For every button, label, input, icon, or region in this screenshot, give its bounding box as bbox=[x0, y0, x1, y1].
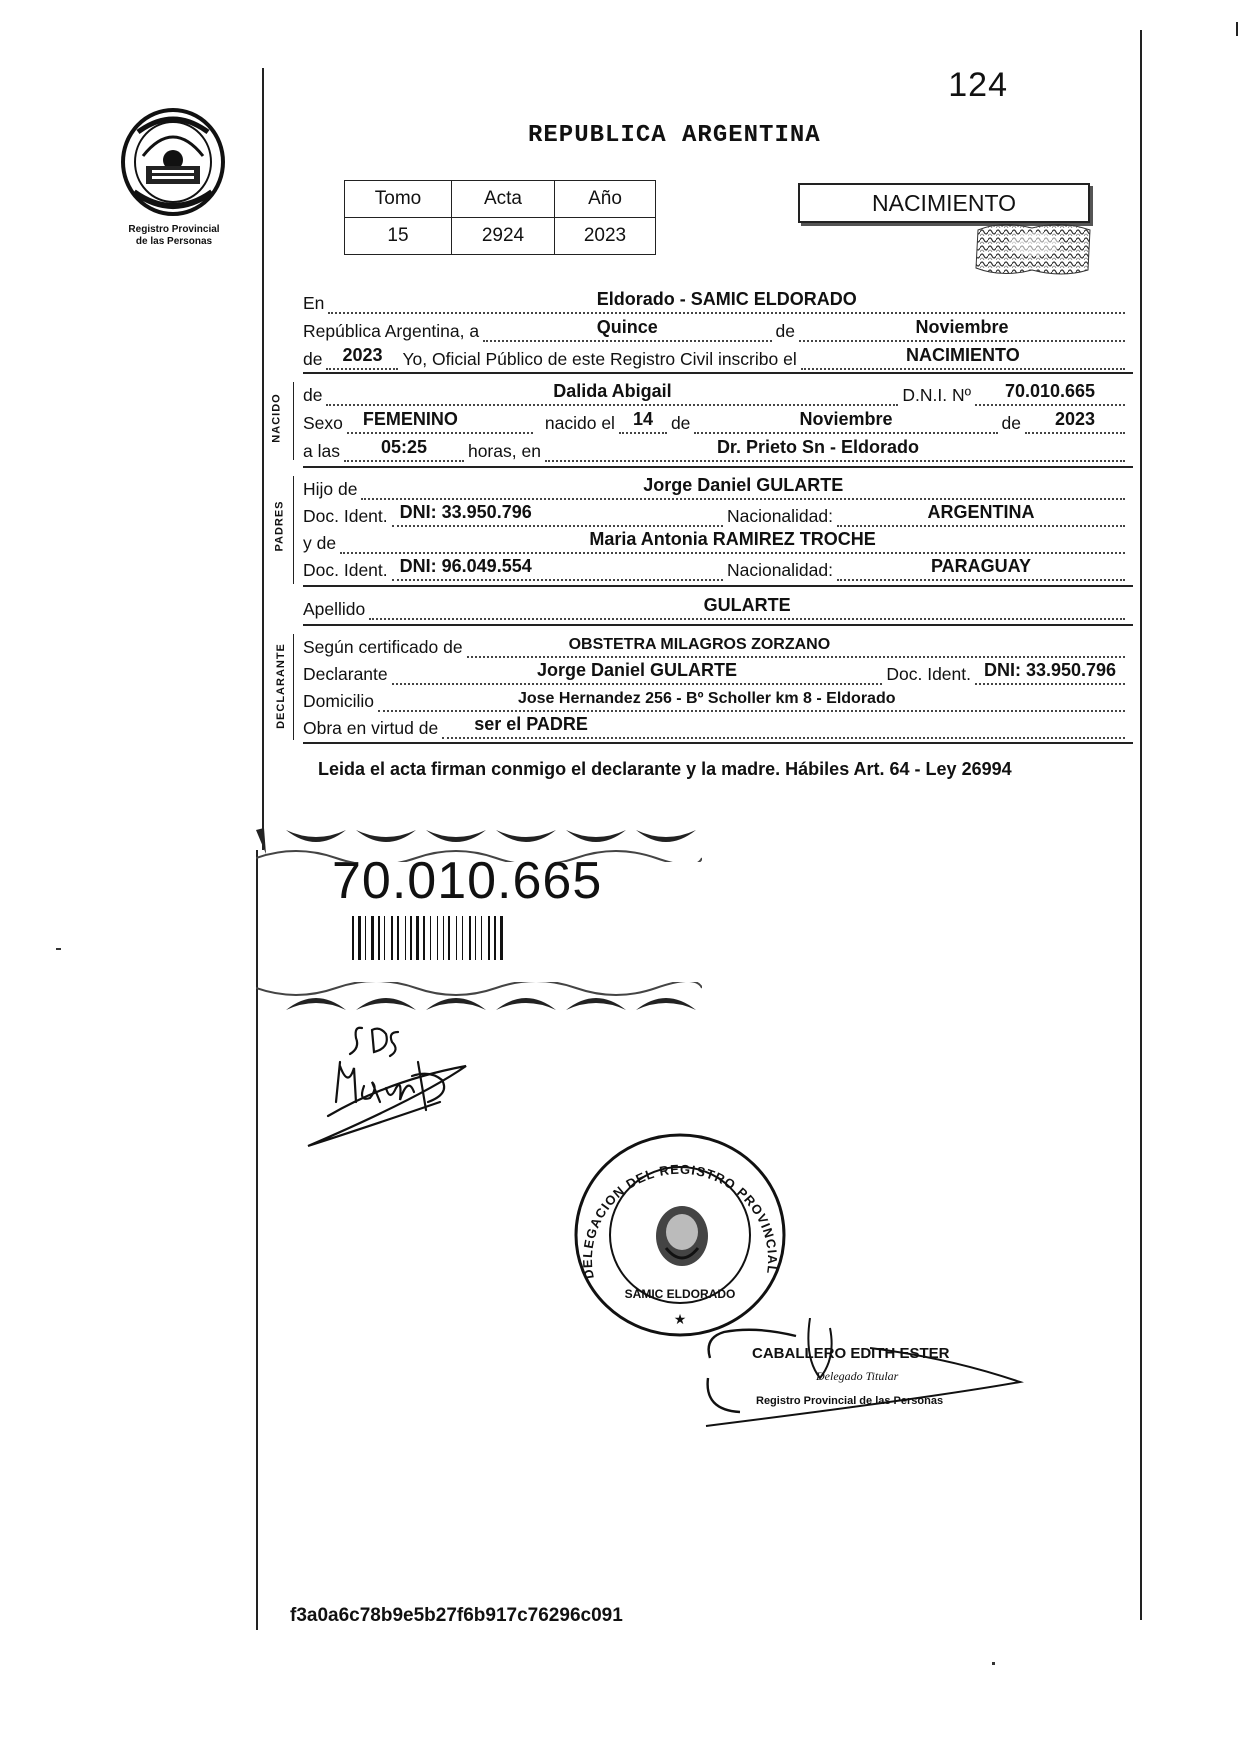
barcode-bar bbox=[358, 916, 361, 960]
republica-label: República Argentina, a bbox=[303, 321, 480, 341]
mother-nationality-field bbox=[837, 555, 1125, 581]
country-title: REPUBLICA ARGENTINA bbox=[528, 122, 821, 149]
domicilio-value: Jose Hernandez 256 - Bº Scholler km 8 - Eldorado bbox=[517, 690, 896, 707]
row-place bbox=[303, 290, 1129, 314]
place-field bbox=[328, 288, 1125, 314]
value-ano: 2023 bbox=[555, 218, 656, 255]
id-label-border-bottom bbox=[256, 982, 702, 1016]
scan-speck bbox=[992, 1662, 995, 1665]
barcode-bar bbox=[371, 916, 374, 960]
row-domicilio bbox=[303, 688, 1129, 712]
a-las-label: a las bbox=[303, 441, 340, 461]
barcode-bar bbox=[481, 916, 482, 960]
father-doc-label: Doc. Ident. bbox=[303, 506, 388, 526]
row-inscription bbox=[303, 346, 1129, 370]
father-nationality-label: Nacionalidad: bbox=[726, 506, 833, 526]
left-margin-line bbox=[262, 68, 264, 850]
stamp-officer-office: Registro Provincial de las Personas bbox=[756, 1395, 944, 1407]
nacido-el-label: nacido el bbox=[544, 413, 615, 433]
declarante-section-label: DECLARANTE bbox=[274, 643, 287, 729]
name-role-stamp bbox=[700, 1318, 1030, 1430]
day-field bbox=[483, 316, 771, 342]
registry-caption bbox=[104, 224, 244, 248]
barcode-bar bbox=[448, 916, 450, 960]
birth-month-value: Noviembre bbox=[799, 409, 893, 429]
stamp-officer-name: CABALLERO EDITH ESTER bbox=[752, 1345, 950, 1362]
row-nacido-sex bbox=[303, 410, 1129, 434]
record-type-box: NACIMIENTO bbox=[798, 183, 1090, 223]
father-name-value: Jorge Daniel GULARTE bbox=[643, 475, 844, 495]
barcode-bar bbox=[462, 916, 463, 960]
obra-label: Obra en virtud de bbox=[303, 718, 439, 738]
barcode-bar bbox=[352, 916, 354, 960]
declarante-label: Declarante bbox=[303, 664, 388, 684]
declarante-doc-field bbox=[975, 659, 1125, 685]
value-acta: 2924 bbox=[452, 218, 555, 255]
father-nationality-value: ARGENTINA bbox=[927, 502, 1035, 522]
barcode-bar bbox=[397, 916, 399, 960]
birth-year-field bbox=[1025, 408, 1125, 434]
barcode-bar bbox=[365, 916, 366, 960]
barcode-bar bbox=[500, 916, 503, 960]
barcode-bar bbox=[391, 916, 393, 960]
barcode-bar bbox=[405, 916, 406, 960]
obra-value: ser el PADRE bbox=[474, 714, 588, 734]
record-table bbox=[344, 180, 656, 255]
registry-caption-line2: de las Personas bbox=[135, 236, 213, 247]
hijo-de-label: Hijo de bbox=[303, 479, 358, 499]
time-value: 05:25 bbox=[380, 437, 427, 457]
barcode bbox=[352, 916, 574, 960]
y-de-label: y de bbox=[303, 533, 337, 553]
value-tomo: 15 bbox=[345, 218, 452, 255]
barcode-bar bbox=[384, 916, 385, 960]
de-label: de bbox=[775, 321, 795, 341]
birth-place-value: Dr. Prieto Sn - Eldorado bbox=[716, 437, 919, 457]
sexo-label: Sexo bbox=[303, 413, 343, 433]
right-margin-line bbox=[1140, 30, 1142, 1620]
nacido-section-label: NACIDO bbox=[270, 393, 283, 443]
month-value: Noviembre bbox=[915, 317, 1009, 337]
header-tomo: Tomo bbox=[345, 181, 452, 218]
barcode-bar bbox=[475, 916, 476, 960]
barcode-bar bbox=[443, 916, 444, 960]
barcode-bar bbox=[494, 916, 496, 960]
mother-doc-field bbox=[392, 555, 723, 581]
domicilio-field bbox=[378, 686, 1125, 712]
place-value: Eldorado - SAMIC ELDORADO bbox=[596, 289, 857, 309]
obra-field bbox=[442, 713, 1125, 739]
scan-speck bbox=[56, 948, 61, 950]
divider-apellido bbox=[303, 624, 1133, 626]
birth-day-field bbox=[619, 408, 667, 434]
year-field bbox=[326, 344, 398, 370]
child-name-value: Dalida Abigail bbox=[553, 381, 672, 401]
mother-nationality-value: PARAGUAY bbox=[930, 556, 1032, 576]
registry-caption-line1: Registro Provincial bbox=[128, 224, 220, 235]
birth-year-value: 2023 bbox=[1054, 409, 1096, 429]
divider-padres bbox=[303, 585, 1133, 587]
en-label: En bbox=[303, 293, 325, 313]
nacido-de-label3: de bbox=[1001, 413, 1021, 433]
row-father bbox=[303, 476, 1129, 500]
birth-day-value: 14 bbox=[632, 409, 653, 429]
left-margin-line-lower bbox=[256, 850, 258, 1630]
row-mother-doc bbox=[303, 557, 1129, 581]
record-table-header bbox=[345, 181, 656, 218]
birth-month-field bbox=[694, 408, 997, 434]
year-value: 2023 bbox=[342, 345, 383, 365]
mother-doc-value: DNI: 96.049.554 bbox=[399, 556, 532, 576]
row-nacido-time bbox=[303, 438, 1129, 462]
barcode-bar bbox=[488, 916, 490, 960]
divider-declarante bbox=[303, 742, 1133, 744]
act-field bbox=[801, 344, 1125, 370]
stamp-ring-text: DELEGACION DEL REGISTRO PROVINCIAL bbox=[579, 1161, 781, 1281]
row-nacido-name bbox=[303, 382, 1129, 406]
id-label-number: 70.010.665 bbox=[332, 852, 603, 910]
segun-label: Según certificado de bbox=[303, 637, 463, 657]
nacido-de-label2: de bbox=[670, 413, 691, 433]
nacido-de-label: de bbox=[303, 385, 323, 405]
child-name-field bbox=[326, 380, 898, 406]
apellido-value: GULARTE bbox=[703, 595, 791, 615]
row-apellido bbox=[303, 596, 1129, 620]
closing-text: Leida el acta firman conmigo el declarante y la madre. Hábiles Art. 64 - Ley 26994 bbox=[318, 759, 1012, 779]
father-nationality-field bbox=[837, 501, 1125, 527]
barcode-bar bbox=[469, 916, 471, 960]
mother-name-value: Maria Antonia RAMIREZ TROCHE bbox=[589, 529, 876, 549]
father-name-field bbox=[361, 474, 1125, 500]
child-dni-value: 70.010.665 bbox=[1004, 381, 1096, 401]
row-date bbox=[303, 318, 1129, 342]
month-field bbox=[799, 316, 1125, 342]
officer-handwritten-signature bbox=[300, 1018, 480, 1150]
barcode-bar bbox=[416, 916, 419, 960]
row-declarante bbox=[303, 661, 1129, 685]
header-acta: Acta bbox=[452, 181, 555, 218]
barcode-bar bbox=[378, 916, 380, 960]
nacido-bracket bbox=[293, 382, 294, 460]
sexo-value: FEMENINO bbox=[362, 409, 458, 429]
row-father-doc bbox=[303, 503, 1129, 527]
page-number: 124 bbox=[948, 66, 1008, 104]
apellido-field bbox=[369, 594, 1125, 620]
record-table-values bbox=[345, 218, 656, 255]
father-doc-value: DNI: 33.950.796 bbox=[399, 502, 532, 522]
row-mother bbox=[303, 530, 1129, 554]
stamp-inner-text: SAMIC ELDORADO bbox=[624, 1287, 736, 1301]
sexo-field bbox=[347, 408, 533, 434]
apellido-label: Apellido bbox=[303, 599, 366, 619]
father-doc-field bbox=[392, 501, 723, 527]
divider-intro bbox=[303, 372, 1133, 374]
inscribo-text: Yo, Oficial Público de este Registro Civil inscribo el bbox=[402, 349, 797, 369]
top-corner-mark bbox=[1236, 22, 1238, 36]
official-round-stamp bbox=[570, 1128, 790, 1342]
child-dni-field bbox=[975, 380, 1125, 406]
declarante-value: Jorge Daniel GULARTE bbox=[536, 660, 738, 680]
certificate-value: OBSTETRA MILAGROS ZORZANO bbox=[568, 636, 831, 653]
barcode-bar bbox=[410, 916, 412, 960]
divider-nacido bbox=[303, 466, 1133, 468]
barcode-bar bbox=[423, 916, 425, 960]
dni-label: D.N.I. Nº bbox=[902, 385, 971, 405]
declarante-doc-value: DNI: 33.950.796 bbox=[983, 660, 1117, 680]
header-ano: Año bbox=[555, 181, 656, 218]
declarante-field bbox=[392, 659, 883, 685]
row-obra bbox=[303, 715, 1129, 739]
document-hash: f3a0a6c78b9e5b27f6b917c76296c091 bbox=[290, 1605, 623, 1626]
time-field bbox=[344, 436, 464, 462]
barcode-bar bbox=[456, 916, 457, 960]
domicilio-label: Domicilio bbox=[303, 691, 374, 711]
day-value: Quince bbox=[596, 317, 658, 337]
declarante-bracket bbox=[293, 634, 294, 740]
birth-place-field bbox=[545, 436, 1125, 462]
mother-doc-label: Doc. Ident. bbox=[303, 560, 388, 580]
row-certificate bbox=[303, 634, 1129, 658]
padres-bracket bbox=[293, 476, 294, 584]
barcode-bar bbox=[430, 916, 431, 960]
declarante-doc-label: Doc. Ident. bbox=[886, 664, 971, 684]
stamp-officer-role: Delegado Titular bbox=[816, 1369, 899, 1383]
barcode-bar bbox=[437, 916, 438, 960]
provincial-seal bbox=[116, 108, 230, 220]
mother-name-field bbox=[340, 528, 1125, 554]
padres-section-label: PADRES bbox=[273, 500, 286, 552]
mother-nationality-label: Nacionalidad: bbox=[726, 560, 833, 580]
security-hologram bbox=[972, 220, 1094, 278]
svg-text:★: ★ bbox=[673, 1311, 687, 1327]
de2-label: de bbox=[303, 349, 323, 369]
horas-en-label: horas, en bbox=[467, 441, 541, 461]
certificate-field bbox=[467, 632, 1125, 658]
act-value: NACIMIENTO bbox=[906, 345, 1020, 365]
